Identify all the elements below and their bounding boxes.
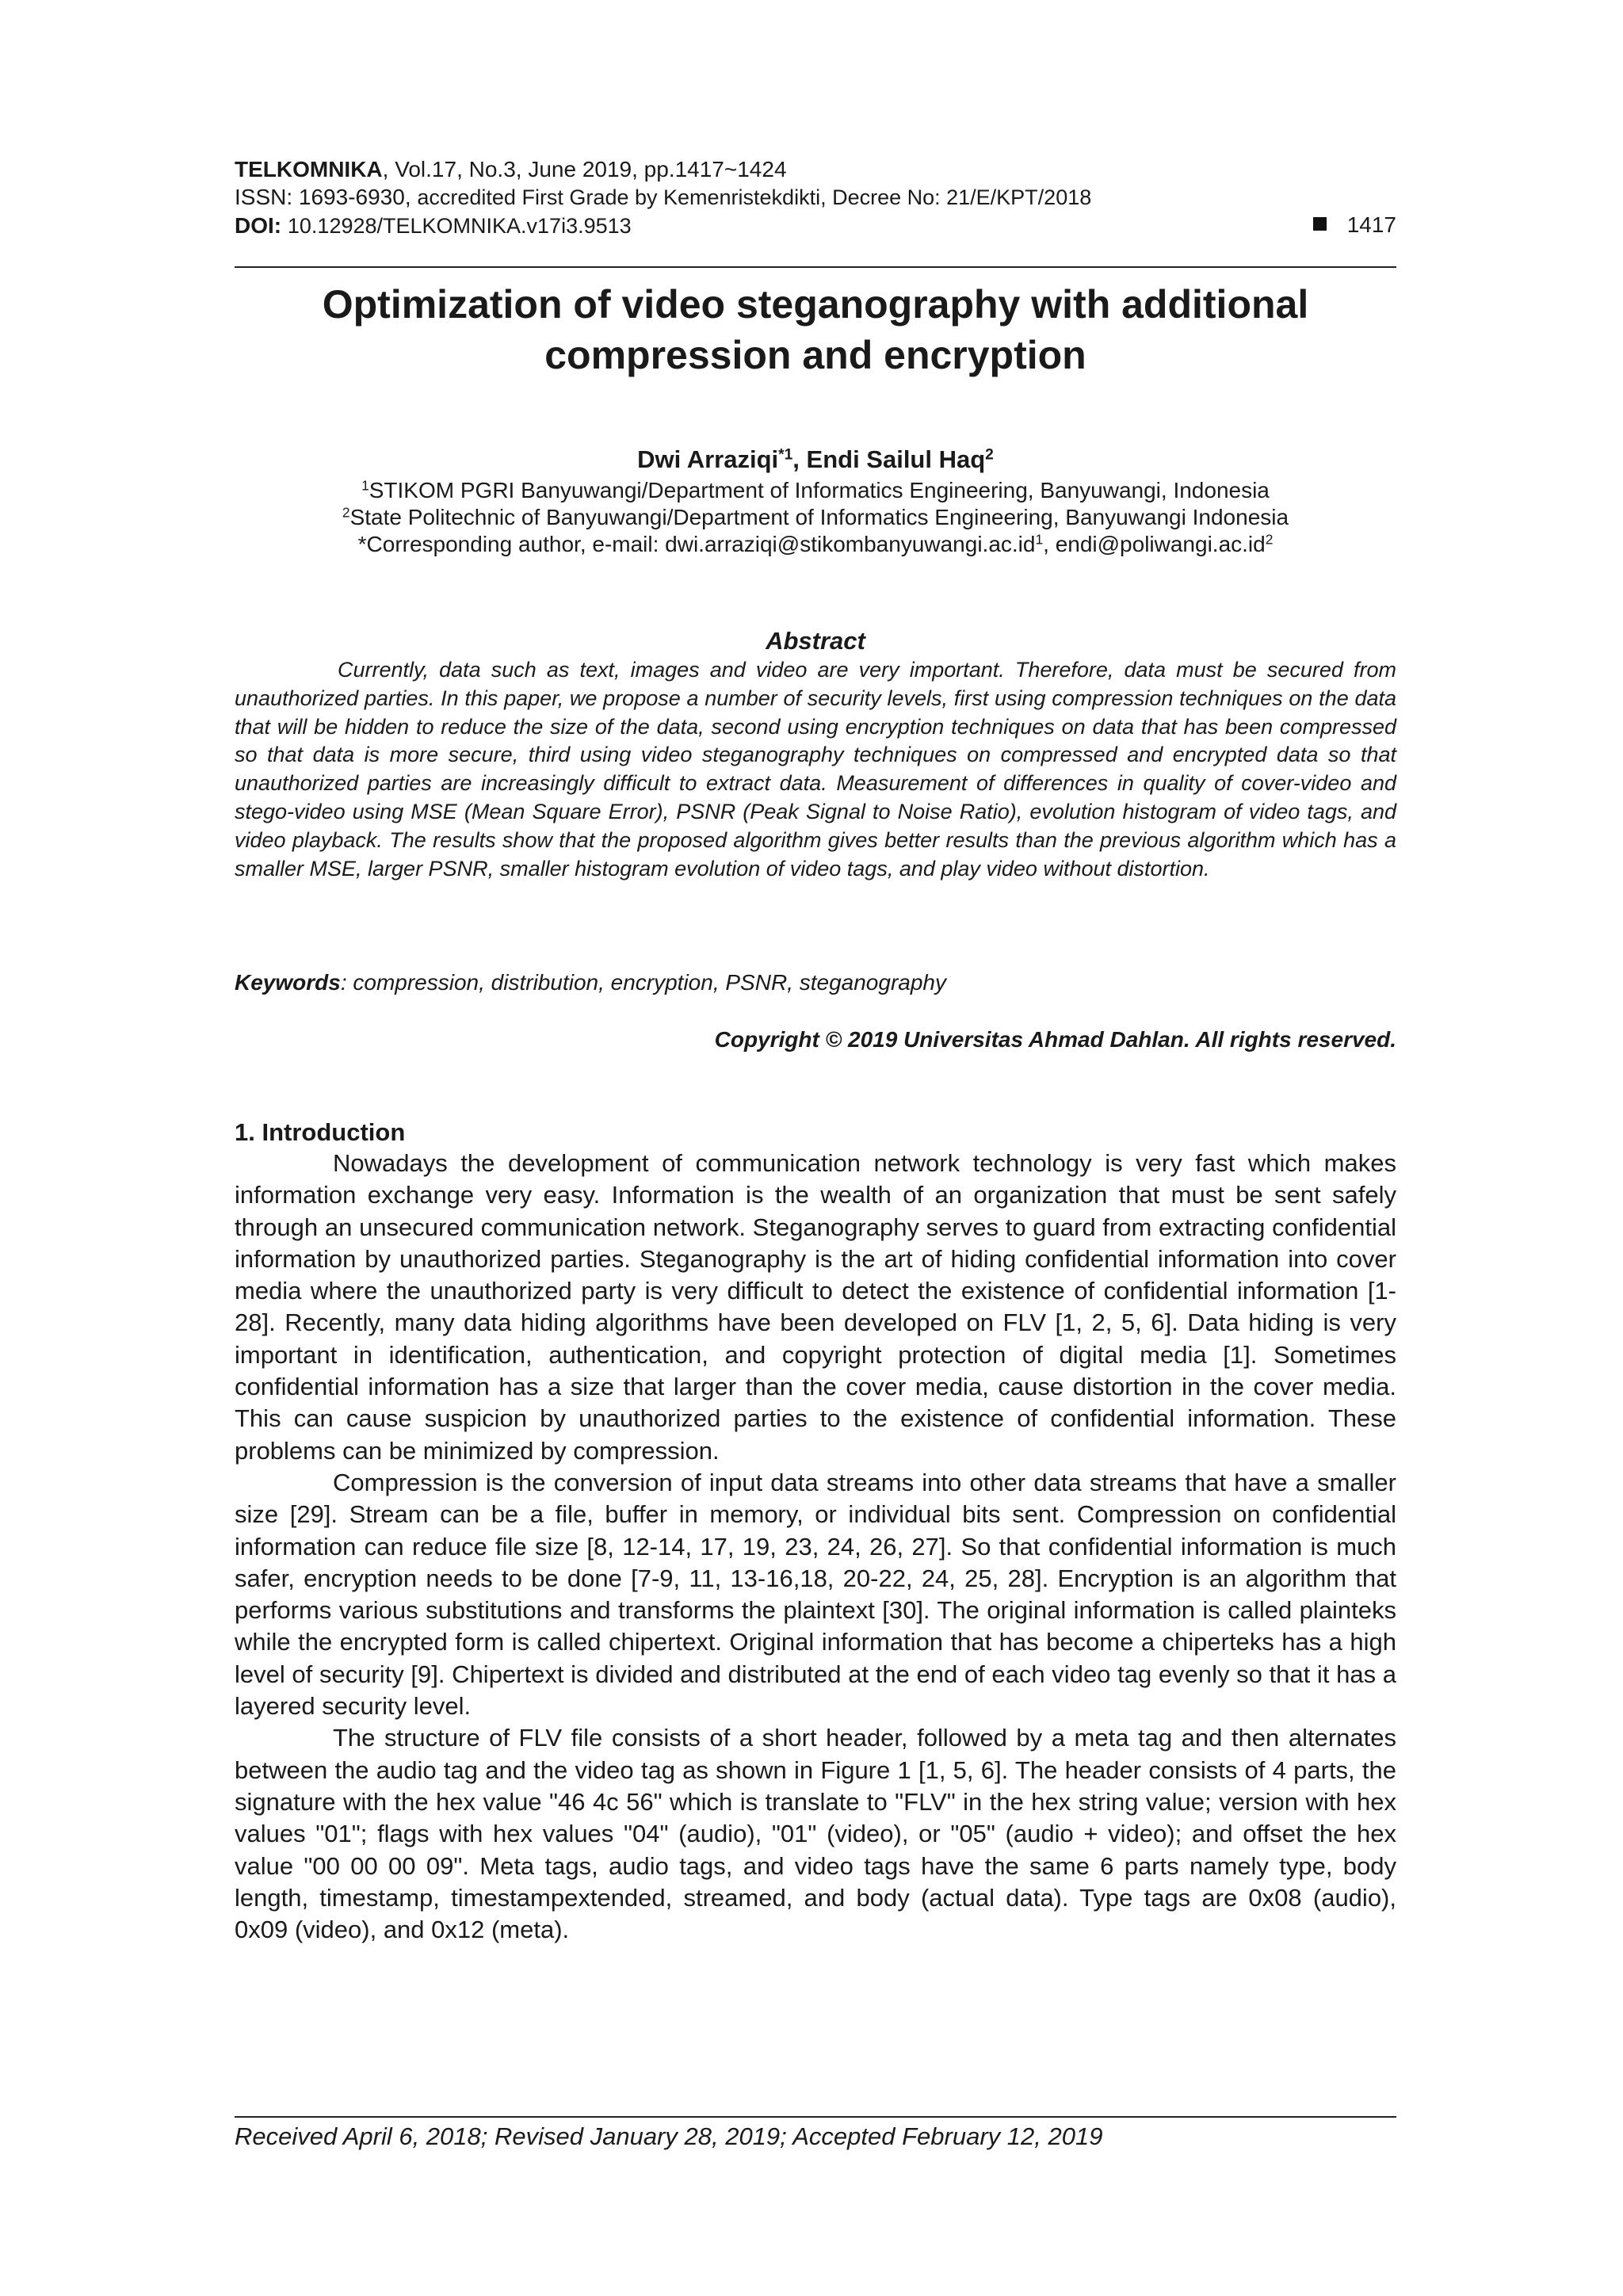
- journal-line: [235, 155, 1396, 183]
- keywords-label: Keywords: [235, 970, 341, 995]
- author-1-marker: *1: [778, 446, 793, 464]
- affiliation-2: [235, 504, 1396, 531]
- abstract-text: Currently, data such as text, images and video are very important. Therefore, data must be secured from unauthorized parties. In this paper, we propose a number of security levels, first using compression techniques on the data that will be hidden to reduce the size of the data, second using encryption techniques on data that has been compressed so that data is more secure, third using video steganography techniques on compressed and encrypted data so that unauthorized parties are increasingly difficult to extract data. Measurement of differences in quality of cover-video and stego-video using MSE (Mean Square Error), PSNR (Peak Signal to Noise Ratio), evolution histogram of video tags, and video playback. The results show that the proposed algorithm gives better results than the previous algorithm which has a smaller MSE, larger PSNR, smaller histogram evolution of video tags, and play video without distortion.: [235, 658, 1396, 881]
- email-2-marker: 2: [1265, 531, 1274, 548]
- doi-line: [235, 212, 1396, 240]
- body-paragraph: The structure of FLV file consists of a short header, followed by a meta tag and then alternates between the audio tag and the video tag as shown in Figure 1 [1, 5, 6]. The header consists of 4 parts, the signature with the hex value "46 4c 56" which is translate to "FLV" in the hex string value; version with hex values "01"; flags with hex values "04" (audio), "01" (video), or "05" (audio + video); and offset the hex value "00 00 00 09". Meta tags, audio tags, and video tags have the same 6 parts namely type, body length, timestamp, timestampextended, streamed, and body (actual data). Type tags are 0x08 (audio), 0x09 (video), and 0x12 (meta).: [235, 1724, 1396, 1944]
- keywords-text: : compression, distribution, encryption, PSNR, steganography: [340, 970, 946, 995]
- email-1-marker: 1: [1035, 531, 1044, 548]
- issn-label: ISSN: 1693-6930,: [235, 185, 418, 209]
- page-number: [1313, 211, 1396, 239]
- affiliation-2-text: State Politechnic of Banyuwangi/Department of Informatics Engineering, Banyuwangi Indonesia: [349, 505, 1289, 529]
- body-paragraph: Nowadays the development of communication network technology is very fast which makes information exchange very easy. Information is the wealth of an organization that must be sent safely through an unsecured communication network. Steganography serves to guard from extracting confidential information by unauthorized parties. Steganography is the art of hiding confidential information into cover media where the unauthorized party is very difficult to detect the existence of confidential information [1-28]. Recently, many data hiding algorithms have been developed on FLV [1, 2, 5, 6]. Data hiding is very important in identification, authentication, and copyright protection of digital media [1]. Sometimes confidential information has a size that larger than the cover media, cause distortion in the cover media. This can cause suspicion by unauthorized parties to the existence of confidential information. These problems can be minimized by compression.: [235, 1149, 1396, 1465]
- doi-label: DOI:: [235, 213, 288, 238]
- author-2: Endi Sailul Haq: [806, 445, 986, 473]
- square-bullet-icon: [1313, 217, 1327, 231]
- affiliation-2-marker: 2: [342, 504, 350, 521]
- section-heading: 1. Introduction: [235, 1118, 406, 1146]
- body-paragraph: Compression is the conversion of input data streams into other data streams that have a smaller size [29]. Stream can be a file, buffer in memory, or individual bits sent. Compression on confidential information can reduce file size [8, 12-14, 17, 19, 23, 24, 26, 27]. So that confidential information is much safer, encryption needs to be done [7-9, 11, 13-16,18, 20-22, 24, 25, 28]. Encryption is an algorithm that performs various substitutions and transforms the plaintext [30]. The original information is called plainteks while the encrypted form is called chipertext. Original information that has become a chiperteks has a high level of security [9]. Chipertext is divided and distributed at the end of each video tag evenly so that it has a layered security level.: [235, 1468, 1396, 1721]
- doi-value: 10.12928/TELKOMNIKA.v17i3.9513: [287, 214, 632, 238]
- author-2-marker: 2: [985, 446, 994, 464]
- email-separator: ,: [1043, 532, 1056, 556]
- title-line-1: Optimization of video steganography with additional: [322, 282, 1309, 327]
- affiliations: [235, 477, 1396, 558]
- header-divider: [235, 266, 1396, 268]
- author-separator: ,: [792, 445, 807, 473]
- affiliation-1-text: STIKOM PGRI Banyuwangi/Department of Informatics Engineering, Banyuwangi, Indonesia: [369, 478, 1270, 502]
- paper-title: [235, 279, 1396, 380]
- page-number-value: 1417: [1346, 212, 1396, 237]
- title-line-2: compression and encryption: [544, 333, 1086, 377]
- issn-line: [235, 183, 1396, 212]
- keywords: [235, 968, 1396, 997]
- corresponding-author: [235, 531, 1396, 558]
- section-body: [235, 1148, 1396, 1946]
- author-1: Dwi Arraziqi: [637, 445, 779, 473]
- volume-info: , Vol.17, No.3, June 2019, pp.1417~1424: [382, 157, 787, 181]
- affiliation-1: [235, 477, 1396, 504]
- footer-divider: [235, 2116, 1396, 2118]
- received-dates: Received April 6, 2018; Revised January 28, 2019; Accepted February 12, 2019: [235, 2122, 1103, 2150]
- abstract-heading: Abstract: [766, 627, 865, 655]
- author-list: [235, 444, 1396, 476]
- email-1[interactable]: dwi.arraziqi@stikombanyuwangi.ac.id: [665, 532, 1036, 556]
- email-2[interactable]: endi@poliwangi.ac.id: [1055, 532, 1266, 556]
- affiliation-1-marker: 1: [361, 477, 369, 494]
- running-header: [235, 155, 1396, 240]
- copyright-notice: Copyright © 2019 Universitas Ahmad Dahlan. All rights reserved.: [714, 1027, 1396, 1052]
- corresponding-prefix: *Corresponding author, e-mail:: [357, 532, 666, 556]
- journal-name: TELKOMNIKA: [235, 157, 383, 181]
- accreditation-text: accredited First Grade by Kemenristekdikti, Decree No: 21/E/KPT/2018: [417, 185, 1092, 209]
